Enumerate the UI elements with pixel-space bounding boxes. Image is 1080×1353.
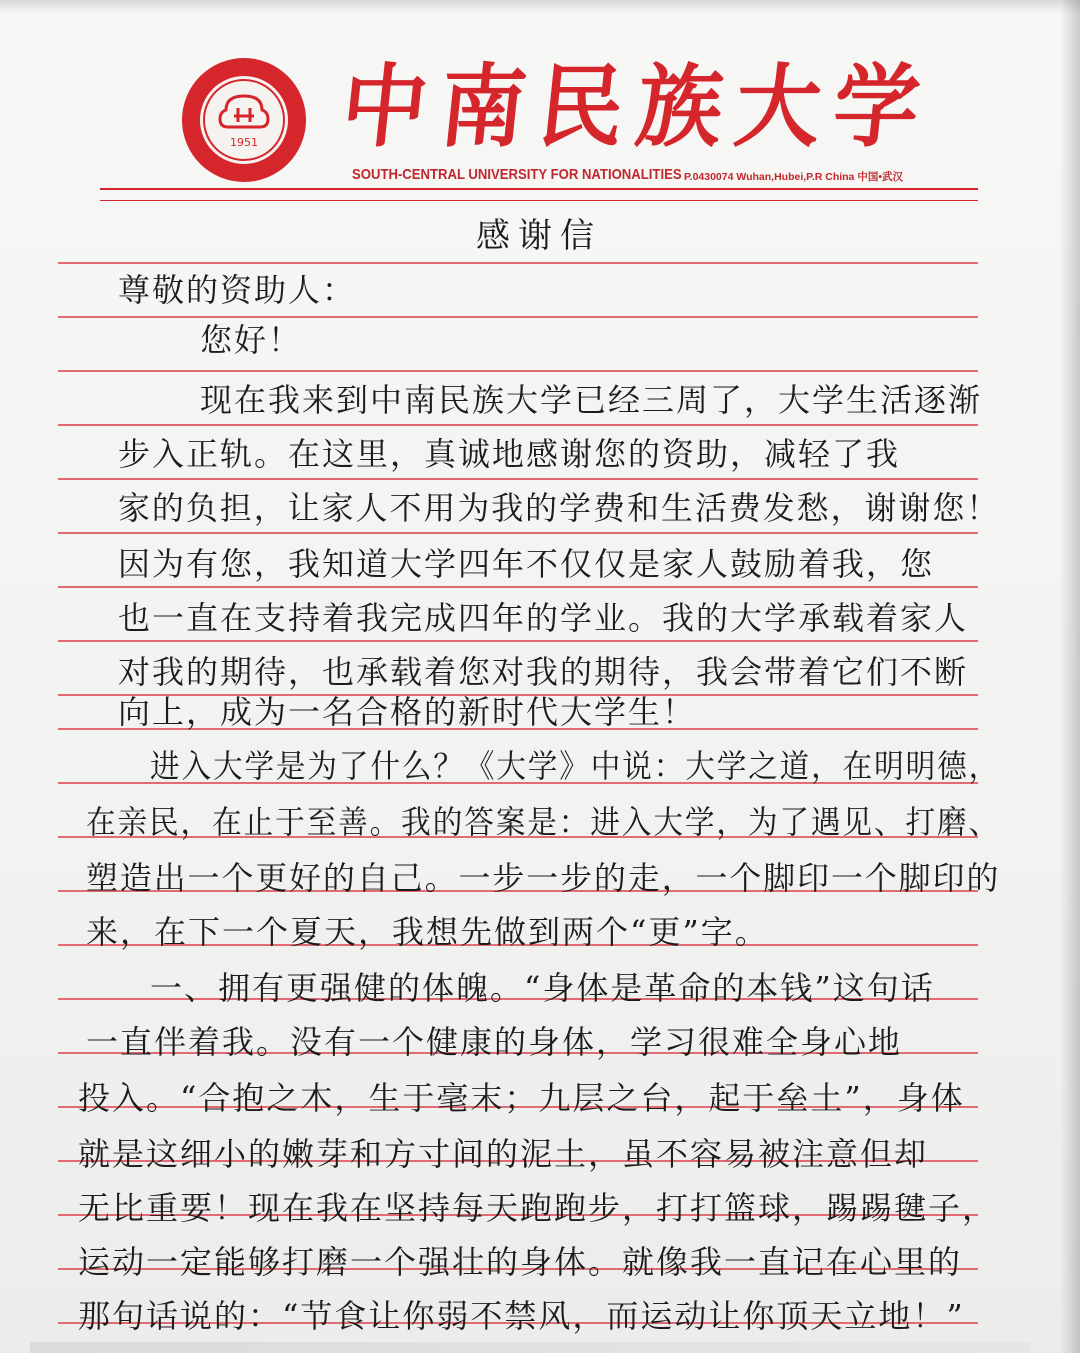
letter-line: 向上，成为一名合格的新时代大学生！ <box>118 693 697 731</box>
letter-salutation: 尊敬的资助人： <box>118 271 357 309</box>
letterhead-rule <box>100 188 978 190</box>
letter-line: 一、拥有更强健的体魄。“身体是革命的本钱”这句话 <box>150 969 935 1007</box>
university-seal-icon <box>180 56 308 184</box>
letter-line: 一直伴着我。没有一个健康的身体，学习很难全身心地 <box>86 1023 903 1061</box>
letter-line: 也一直在支持着我完成四年的学业。我的大学承载着家人 <box>118 599 969 637</box>
letter-line: 来，在下一个夏天，我想先做到两个“更”字。 <box>86 913 769 951</box>
university-name-english: SOUTH-CENTRAL UNIVERSITY FOR NATIONALITIES <box>352 166 682 183</box>
university-name-chinese: 中南民族大学 <box>336 54 938 160</box>
letter-line: 进入大学是为了什么？《大学》中说：大学之道，在明明德， <box>150 747 1001 785</box>
ruled-line <box>58 532 978 534</box>
ruled-line <box>58 370 978 372</box>
letter-line: 投入。“合抱之木，生于毫末；九层之台，起于垒土”，身体 <box>78 1079 965 1117</box>
ruled-line <box>58 640 978 642</box>
ruled-line <box>58 478 978 480</box>
ruled-line <box>58 316 978 318</box>
page-top-shadow <box>0 0 1080 14</box>
letter-line: 因为有您，我知道大学四年不仅仅是家人鼓励着我，您 <box>118 545 935 583</box>
page-edge-shadow <box>1060 0 1080 1353</box>
university-address: P.0430074 Wuhan,Hubei,P.R China 中国•武汉 <box>684 171 903 183</box>
letter-line: 塑造出一个更好的自己。一步一步的走，一个脚印一个脚印的 <box>86 859 1001 897</box>
letter-line: 就是这细小的嫩芽和方寸间的泥土，虽不容易被注意但却 <box>78 1135 929 1173</box>
letterhead-rule-thin <box>100 200 978 201</box>
letter-line: 那句话说的：“节食让你弱不禁风，而运动让你顶天立地！” <box>78 1297 965 1335</box>
letter-line: 运动一定能够打磨一个强壮的身体。就像我一直记在心里的 <box>78 1243 963 1281</box>
letter-line: 步入正轨。在这里，真诚地感谢您的资助，减轻了我 <box>118 435 901 473</box>
letter-line: 对我的期待，也承载着您对我的期待，我会带着它们不断 <box>118 653 969 691</box>
letter-line: 现在我来到中南民族大学已经三周了，大学生活逐渐 <box>200 381 983 419</box>
letter-line: 无比重要！现在我在坚持每天跑跑步，打打篮球，踢踢毽子， <box>78 1189 997 1227</box>
letter-greeting: 您好！ <box>200 321 303 359</box>
ruled-line <box>58 262 978 264</box>
letter-line: 家的负担，让家人不用为我的学费和生活费发愁，谢谢您！ <box>118 489 1001 527</box>
ruled-line <box>58 586 978 588</box>
letter-line: 在亲民，在止于至善。我的答案是：进入大学，为了遇见、打磨、 <box>86 803 1001 841</box>
seal-year: 1951 <box>230 136 258 149</box>
ruled-line <box>58 424 978 426</box>
letter-title: 感谢信 <box>476 216 602 256</box>
page-bottom-edge <box>30 1342 1030 1353</box>
